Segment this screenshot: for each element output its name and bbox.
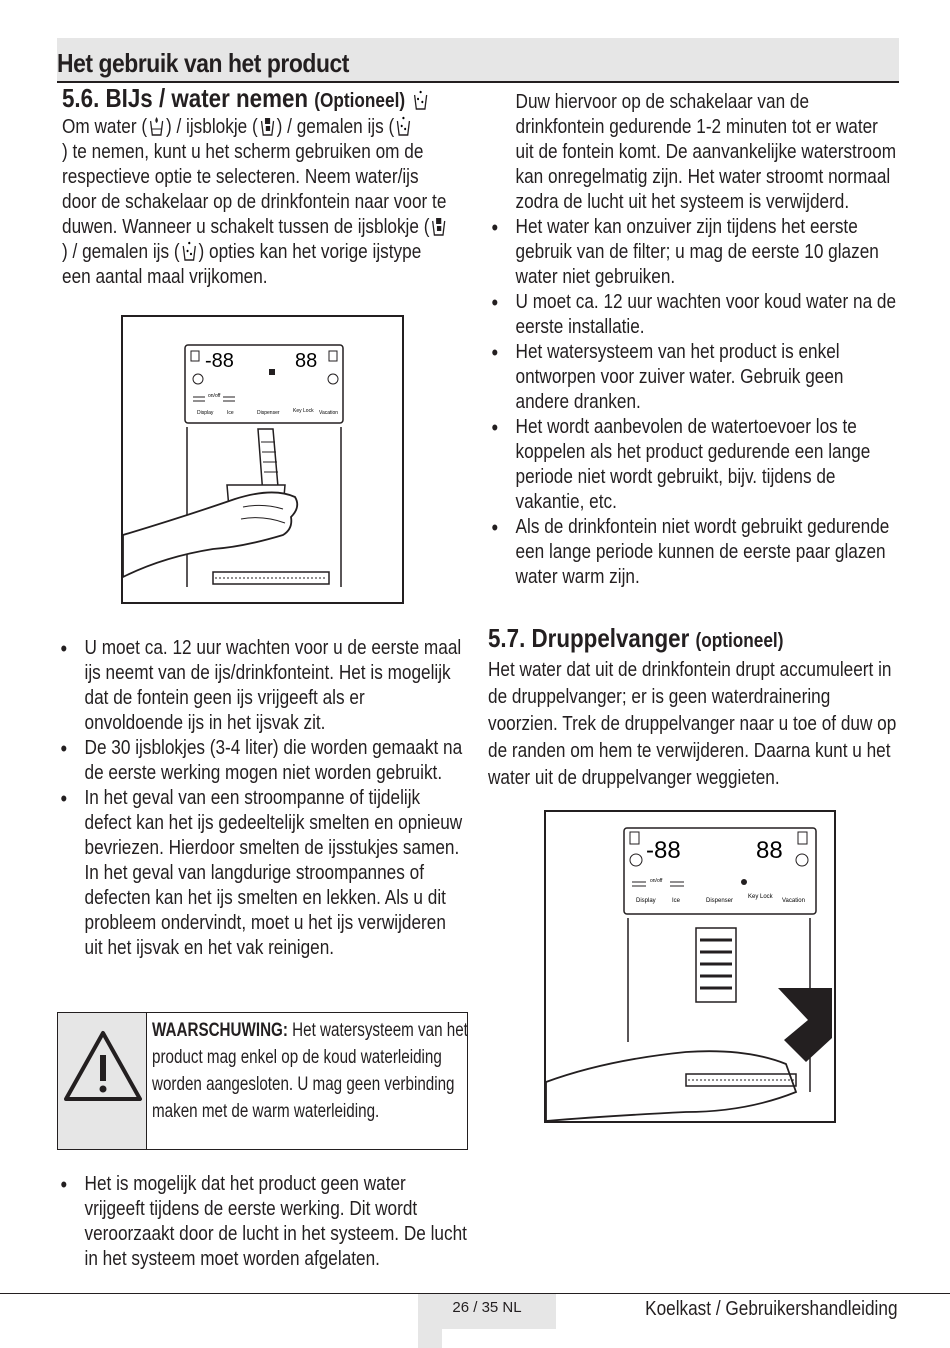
panel-onoff-label: on/off	[208, 393, 221, 399]
panel-ice-label: Ice	[227, 410, 234, 416]
intro-line: ) te nemen, kunt u het scherm gebruiken om de	[62, 141, 424, 163]
crushed-ice-icon	[411, 89, 430, 111]
bullet-item: • Het watersysteem van het product is enkel ontworpen voor zuiver water. Gebruik geen andere dranken.	[488, 340, 897, 415]
bullet-item: • Het is mogelijk dat het product geen water vrijgeeft tijdens de eerste werking. Dit wordt veroorzaakt door de lucht in het systeem. De lucht in het systeem moet worden afgelaten.	[57, 1172, 467, 1272]
crushed-ice-icon	[180, 240, 199, 262]
warning-icon-cell	[58, 1013, 147, 1149]
panel-dispenser-label: Dispenser	[706, 898, 734, 904]
intro-text: Om water (	[62, 116, 148, 138]
warning-triangle-icon	[60, 1027, 146, 1107]
panel-keylock-label: Key Lock	[748, 894, 773, 900]
intro-text: ) opties kan het vorige ijstype	[198, 241, 422, 263]
intro-text: ) / ijsblokje (	[165, 116, 258, 138]
bullet-item: • U moet ca. 12 uur wachten voor koud water na de eerste installatie.	[488, 290, 897, 340]
bullet-item: • Het water kan onzuiver zijn tijdens het eerste gebruik van de filter; u mag de eerste 10 glazen water niet gebruiken.	[488, 215, 897, 290]
water-icon	[147, 115, 166, 137]
panel-dispenser-label: Dispenser	[257, 410, 280, 416]
bullet-item: • Het wordt aanbevolen de watertoevoer los te koppelen als het product gedurende een lange periode niet wordt gebruikt, bijv. tijdens de vakantie, etc.	[488, 415, 897, 515]
bullet-item: • Als de drinkfontein niet wordt gebruikt gedurende een lange periode kunnen de eerste paar glazen water warm zijn.	[488, 515, 897, 590]
panel-temp-right: 88	[756, 837, 783, 864]
section-5-7-text: Het water dat uit de drinkfontein drupt accumuleert in de druppelvanger; er is geen waterdrainering voorzien. Trek de druppelvanger naar u toe of duw op de randen om hem te verwijderen. Daarna kunt u het water uit de druppelvanger weggieten.	[488, 659, 897, 789]
intro-line: respectieve optie te selecteren. Neem water/ijs	[62, 166, 419, 188]
drip-tray-illustration	[546, 812, 834, 1121]
dispenser-figure-water	[121, 315, 404, 604]
optional-label: (Optioneel)	[314, 90, 406, 112]
section-5-6-bullets	[57, 636, 467, 961]
page-tab	[418, 1329, 442, 1348]
bullet-item: • U moet ca. 12 uur wachten voor u de eerste maal ijs neemt van de ijs/drinkfonteint. Het is mogelijk dat de fontein geen ijs vrijgeeft als er onvoldoende ijs in het ijsvak zit.	[57, 636, 467, 736]
warning-box	[57, 1012, 468, 1150]
dispenser-illustration	[123, 317, 402, 602]
panel-display-label: Display	[197, 410, 214, 416]
warning-text	[152, 1017, 468, 1125]
optional-label: (optioneel)	[695, 630, 784, 652]
intro-line: duwen. Wanneer u schakelt tussen de ijsblokje (	[62, 216, 430, 238]
intro-text: ) / gemalen ijs (	[276, 116, 395, 138]
section-5-7	[488, 624, 903, 792]
intro-line: door de schakelaar op de drinkfontein naar voor te	[62, 191, 447, 213]
section-5-6-bullets-after	[57, 1172, 467, 1272]
section-heading-text: 5.6. BIJs / water nemen	[62, 83, 309, 113]
panel-display-label: Display	[636, 898, 656, 904]
section-5-6	[62, 84, 466, 290]
panel-vacation-label: Vacation	[782, 898, 805, 904]
panel-temp-left: -88	[205, 350, 234, 372]
section-5-6-heading	[62, 84, 466, 115]
intro-text: ) / gemalen ijs (	[62, 241, 180, 263]
ice-cube-icon	[429, 215, 448, 237]
panel-temp-right: 88	[295, 350, 318, 372]
continuation-text: Duw hiervoor op de schakelaar van de drinkfontein gedurende 1-2 minuten tot er water uit de fontein komt. De aanvankelijke waterstroom kan onregelmatig zijn. Het water stroomt normaal zodra de lucht uit het systeem is verwijderd.	[515, 91, 897, 213]
section-heading-text: 5.7. Druppelvanger	[488, 623, 690, 653]
section-header-bar	[57, 38, 899, 83]
panel-vacation-label: Vacation	[319, 410, 339, 416]
bullet-item: • De 30 ijsblokjes (3-4 liter) die worden gemaakt na de eerste werking mogen niet worden gebruikt.	[57, 736, 467, 786]
crushed-ice-icon	[394, 115, 413, 137]
warning-body: Het watersysteem van het product mag enkel op de koud waterleiding worden aangesloten. U mag geen verbinding maken met de warm waterleiding.	[152, 1020, 468, 1122]
drip-tray-figure	[544, 810, 836, 1123]
right-column	[488, 90, 897, 590]
warning-label: WAARSCHUWING:	[152, 1020, 288, 1041]
section-5-7-heading	[488, 624, 903, 655]
panel-temp-left: -88	[646, 837, 681, 864]
section-5-6-intro	[62, 115, 466, 290]
panel-keylock-label: Key Lock	[293, 408, 314, 414]
page-number: 26 / 35 NL	[418, 1294, 556, 1329]
footer-title: Koelkast / Gebruikershandleiding	[645, 1298, 898, 1320]
panel-onoff-label: on/off	[650, 878, 663, 884]
bullet-item: • In het geval van een stroompanne of tijdelijk defect kan het ijs gedeeltelijk smelten en opnieuw bevriezen. Hierdoor smelten de ijsstukjes samen. In het geval van langdurige stroompannes of defecten kan het ijs smelten en lekken. Als u dit probleem ondervindt, moet u het ijs verwijderen uit het ijsvak en het vak reinigen.	[57, 786, 467, 961]
page-title: Het gebruik van het product	[57, 48, 349, 78]
panel-ice-label: Ice	[672, 898, 681, 904]
intro-line: een aantal maal vrijkomen.	[62, 266, 268, 288]
ice-cube-icon	[258, 115, 277, 137]
